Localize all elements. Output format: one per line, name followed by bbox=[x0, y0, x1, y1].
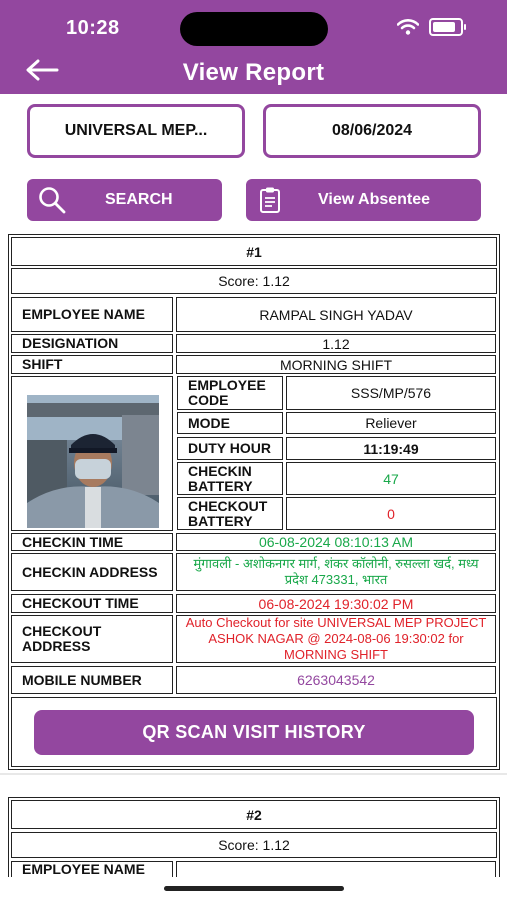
duty-hour-label: DUTY HOUR bbox=[177, 437, 283, 460]
checkin-address-label: CHECKIN ADDRESS bbox=[11, 553, 173, 591]
record-index-2: #2 bbox=[11, 800, 497, 829]
site-select[interactable] bbox=[27, 104, 245, 158]
employee-name-label: EMPLOYEE NAME bbox=[11, 297, 173, 332]
wifi-icon bbox=[397, 19, 419, 35]
checkout-time-value: 06-08-2024 19:30:02 PM bbox=[176, 594, 496, 613]
designation-label: DESIGNATION bbox=[11, 334, 173, 353]
app-header bbox=[0, 0, 507, 94]
view-absentee-button[interactable] bbox=[246, 179, 481, 221]
checkin-time-value: 06-08-2024 08:10:13 AM bbox=[176, 533, 496, 551]
status-time: 10:28 bbox=[66, 17, 120, 39]
home-indicator[interactable] bbox=[164, 886, 344, 891]
page-title: View Report bbox=[182, 59, 325, 86]
checkout-address-label: CHECKOUT ADDRESS bbox=[11, 615, 173, 663]
mobile-number-value[interactable]: 6263043542 bbox=[176, 666, 496, 694]
shift-value: MORNING SHIFT bbox=[176, 355, 496, 374]
checkin-address-value: मुंगावली - अशोकनगर मार्ग, शंकर कॉलोनी, रुसल्ला खर्द, मध्य प्रदेश 473331, भारत bbox=[176, 553, 496, 591]
status-icons bbox=[397, 18, 463, 36]
clipboard-icon bbox=[258, 186, 282, 214]
site-select-value: UNIVERSAL MEP... bbox=[64, 122, 208, 139]
record-score: Score: 1.12 bbox=[11, 268, 497, 294]
checkout-battery-value: 0 bbox=[286, 497, 496, 530]
date-picker-value: 08/06/2024 bbox=[331, 122, 413, 139]
checkin-battery-label: CHECKIN BATTERY bbox=[177, 462, 283, 495]
mobile-number-label: MOBILE NUMBER bbox=[11, 666, 173, 694]
battery-icon bbox=[429, 18, 463, 36]
date-picker[interactable] bbox=[263, 104, 481, 158]
record-index: #1 bbox=[11, 237, 497, 266]
employee-name-label-2: EMPLOYEE NAME bbox=[11, 861, 173, 877]
mode-label: MODE bbox=[177, 412, 283, 434]
mode-value: Reliever bbox=[286, 412, 496, 434]
record-2-clip bbox=[0, 861, 507, 877]
checkout-address-value: Auto Checkout for site UNIVERSAL MEP PROJECT ASHOK NAGAR @ 2024-08-06 19:30:02 for MORNING SHIFT bbox=[176, 615, 496, 663]
search-icon bbox=[37, 185, 67, 215]
designation-value: 1.12 bbox=[176, 334, 496, 353]
record-divider bbox=[0, 773, 507, 775]
qr-scan-visit-history-label: QR SCAN VISIT HISTORY bbox=[142, 722, 366, 742]
checkin-battery-value: 47 bbox=[286, 462, 496, 495]
dynamic-island bbox=[180, 12, 328, 46]
employee-name-value: RAMPAL SINGH YADAV bbox=[176, 297, 496, 332]
employee-photo bbox=[27, 395, 159, 528]
employee-name-value-2 bbox=[176, 861, 496, 877]
employee-code-value: SSS/MP/576 bbox=[286, 376, 496, 410]
checkin-time-label: CHECKIN TIME bbox=[11, 533, 173, 551]
search-button[interactable] bbox=[27, 179, 222, 221]
duty-hour-value: 11:19:49 bbox=[286, 437, 496, 460]
checkout-time-label: CHECKOUT TIME bbox=[11, 594, 173, 613]
shift-label: SHIFT bbox=[11, 355, 173, 374]
record-score-2: Score: 1.12 bbox=[11, 832, 497, 858]
checkout-battery-label: CHECKOUT BATTERY bbox=[177, 497, 283, 530]
employee-code-label: EMPLOYEE CODE bbox=[177, 376, 283, 410]
search-label: SEARCH bbox=[105, 191, 173, 208]
view-absentee-label: View Absentee bbox=[318, 191, 431, 208]
qr-scan-visit-history-button[interactable] bbox=[34, 710, 474, 755]
